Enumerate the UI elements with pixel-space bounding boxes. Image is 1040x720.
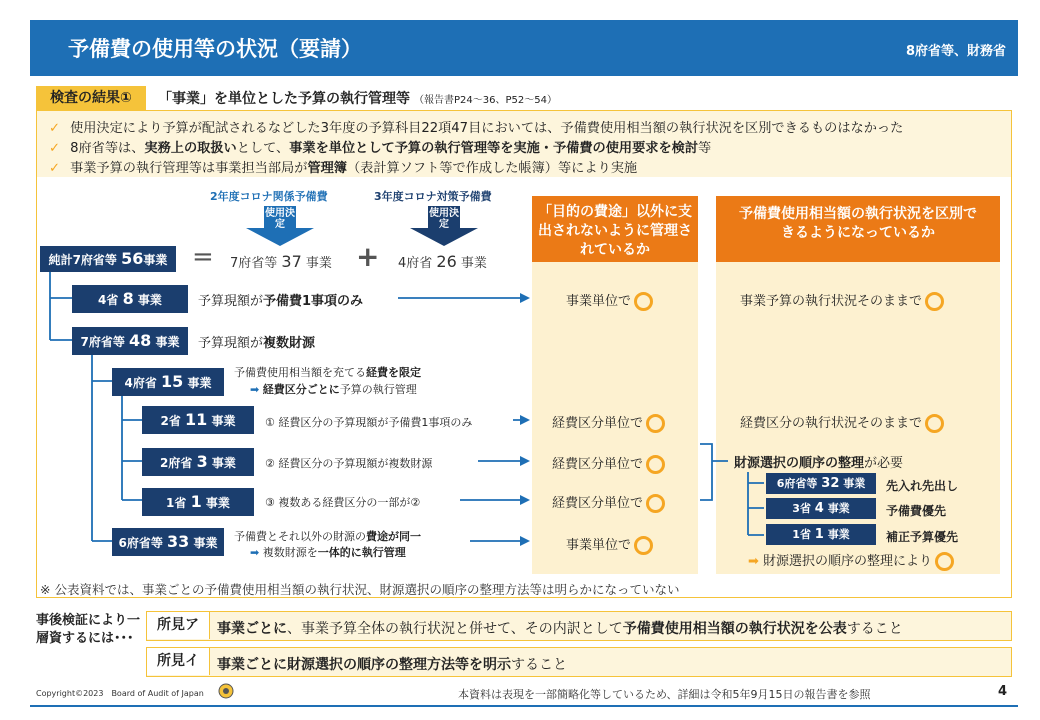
box-order-b: 3省 4 事業	[766, 498, 876, 519]
bullet-2: ✓ 8府省等は、実務上の取扱いとして、事業を単位として予算の執行管理等を実施・予備費の使用要求を検討等	[49, 141, 712, 156]
row1-check-2: 事業予算の執行状況そのままで	[740, 290, 944, 311]
circle-mark-icon	[925, 414, 944, 433]
circle-mark-icon	[646, 494, 665, 513]
finding-a	[146, 611, 1012, 641]
source-order-result: ➡ 財源選択の順序の整理により	[748, 550, 954, 571]
footnote: ※ 公表資料では、事業ごとの予備費使用相当額の執行状況、財源選択の順序の整理方法等は明らかになっていない	[40, 582, 680, 597]
row6-text: ③ 複数ある経費区分の一部が②	[265, 496, 421, 509]
bullet-1: ✓ 使用決定により予算が配試されるなどした3年度の予算科目22項47目においては、予備費使用相当額の執行状況を区別できるものはなかった	[49, 121, 904, 136]
finding-a-label: 所見ア	[147, 612, 210, 639]
row3-text-2: ➡ 経費区分ごとに予算の執行管理	[250, 383, 417, 396]
page-number: 4	[998, 684, 1008, 699]
row2-text: 予算現額が複数財源	[198, 336, 316, 351]
order-c-label: 補正予算優先	[886, 530, 959, 544]
row4-text: ① 経費区分の予算現額が予備費1事項のみ	[265, 416, 473, 429]
row1-text: 予算現額が予備費1事項のみ	[198, 294, 364, 309]
check-icon: ✓	[49, 161, 61, 176]
budget-2-label: 2年度コロナ関係予備費	[210, 190, 328, 203]
source-order-title: 財源選択の順序の整理が必要	[734, 456, 904, 471]
box-2fusho-3: 2府省 3 事業	[142, 448, 254, 476]
bullet-3: ✓ 事業予算の執行管理等は事業担当部局が管理簿（表計算ソフト等で作成した帳簿）等により実施	[49, 161, 638, 176]
page-title: 予備費の使用等の状況（要請）	[68, 37, 362, 61]
finding-a-text: 事業ごとに、事業予算全体の執行状況と併せて、その内訳として予備費使用相当額の執行状況を公表すること	[217, 621, 903, 637]
box-7fusho-48: 7府省等 48 事業	[72, 327, 188, 355]
check-icon: ✓	[49, 121, 61, 136]
box-1sho-1: 1省 1 事業	[142, 488, 254, 516]
box-6fusho-33: 6府省等 33 事業	[112, 528, 224, 556]
row3-text-1: 予備費使用相当額を充てる経費を限定	[234, 366, 421, 379]
box-order-a: 6府省等 32 事業	[766, 473, 876, 494]
circle-mark-icon	[925, 292, 944, 311]
finding-b	[146, 647, 1012, 677]
plus-sign: +	[356, 240, 380, 273]
findings-lead: 事後検証により一層資するには･･･	[36, 613, 141, 646]
row7-text-1: 予備費とそれ以外の財源の費途が同一	[234, 530, 421, 543]
arrow-right-icon: ➡	[250, 383, 260, 396]
check-icon: ✓	[49, 141, 61, 156]
footer-rule	[30, 705, 1018, 707]
arrow-right-icon: ➡	[748, 554, 759, 569]
right-count: 4府省 26 事業	[398, 252, 487, 271]
decision-label-2: 使用決定	[429, 208, 459, 230]
circle-mark-icon	[646, 414, 665, 433]
equals-sign: =	[192, 242, 214, 272]
box-4sho-8: 4省 8 事業	[72, 285, 188, 313]
row4-check-1: 経費区分単位で	[552, 412, 665, 433]
box-2sho-11: 2省 11 事業	[142, 406, 254, 434]
column-header-purpose: 「目的の費途」以外に支出されないように管理されているか	[532, 196, 698, 262]
circle-mark-icon	[646, 455, 665, 474]
finding-b-text: 事業ごとに財源選択の順序の整理方法等を明示すること	[217, 657, 567, 673]
section-tab: 検査の結果①	[36, 86, 146, 110]
order-b-label: 予備費優先	[886, 504, 947, 518]
footer-note: 本資料は表現を一部簡略化等しているため、詳細は令和5年9月15日の報告書を参照	[458, 688, 871, 701]
row6-check-1: 経費区分単位で	[552, 492, 665, 513]
box-4fusho-15: 4府省 15 事業	[112, 368, 224, 396]
column-header-distinction: 予備費使用相当額の執行状況を区別できるようになっているか	[716, 196, 1000, 262]
row4-check-2: 経費区分の執行状況そのままで	[740, 412, 944, 433]
circle-mark-icon	[935, 552, 954, 571]
section-title: 「事業」を単位とした予算の執行管理等 （報告書P24～36、P52～54）	[158, 91, 557, 107]
circle-mark-icon	[634, 536, 653, 555]
left-count: 7府省等 37 事業	[230, 252, 332, 271]
circle-mark-icon	[634, 292, 653, 311]
total-box: 純計7府省等 56事業	[40, 246, 176, 272]
finding-b-label: 所見イ	[147, 648, 210, 675]
budget-3-label: 3年度コロナ対策予備費	[374, 190, 492, 203]
row7-check-1: 事業単位で	[566, 534, 653, 555]
row5-check-1: 経費区分単位で	[552, 453, 665, 474]
row7-text-2: ➡ 複数財源を一体的に執行管理	[250, 546, 406, 559]
row5-text: ② 経費区分の予算現額が複数財源	[265, 457, 433, 470]
box-order-c: 1省 1 事業	[766, 524, 876, 545]
emblem-logo	[218, 683, 234, 699]
arrow-right-icon: ➡	[250, 546, 260, 559]
decision-label-1: 使用決定	[265, 208, 295, 230]
row1-check-1: 事業単位で	[566, 290, 653, 311]
order-a-label: 先入れ先出し	[886, 479, 959, 493]
copyright: Copyright©2023 Board of Audit of Japan	[36, 689, 204, 698]
organization-label: 8府省等、財務省	[905, 44, 1006, 59]
